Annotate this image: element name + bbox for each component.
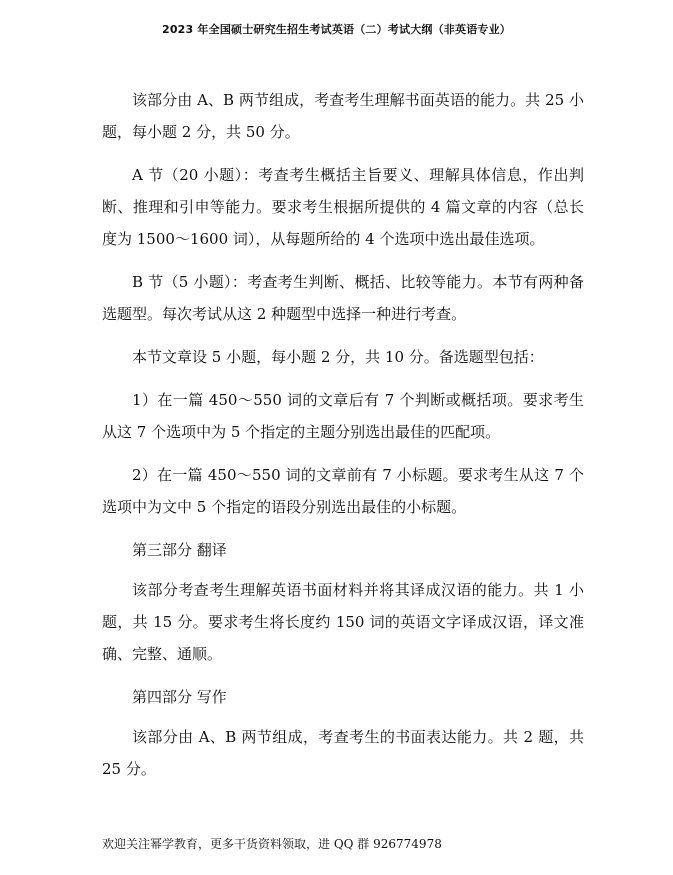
- paragraph-question-type-1: 1）在一篇 450～550 词的文章后有 7 个判断或概括项。要求考生从这 7 个选项中为 5 个指定的主题分别选出最佳的匹配项。: [102, 391, 584, 441]
- paragraph-reading-overview: 该部分由 A、B 两节组成，考查考生理解书面英语的能力。共 25 小题，每小题 2 分，共 50 分。: [102, 91, 584, 141]
- page-footer-promo: 欢迎关注幂学教育，更多干货资料领取，进 QQ 群 926774978: [102, 837, 442, 851]
- paragraph-translation: 该部分考查考生理解英语书面材料并将其译成汉语的能力。共 1 小题，共 15 分。要求考生将长度约 150 词的英语文字译成汉语，译文准确、完整、通顺。: [102, 581, 584, 663]
- paragraph-section-b-scoring: 本节文章设 5 小题，每小题 2 分，共 10 分。备选题型包括：: [132, 348, 544, 366]
- section-heading-writing: 第四部分 写作: [132, 688, 227, 706]
- paragraph-writing: 该部分由 A、B 两节组成，考查考生的书面表达能力。共 2 题，共 25 分。: [102, 728, 584, 778]
- page-header-title: 2023 年全国硕士研究生招生考试英语（二）考试大纲（非英语专业）: [161, 23, 512, 36]
- document-body: [102, 84, 584, 796]
- paragraph-section-a: A 节（20 小题）：考查考生概括主旨要义、理解具体信息，作出判断、推理和引申等能力。要求考生根据所提供的 4 篇文章的内容（总长度为 1500～1600 词），从每题所给的 4 个选项中选出最佳选项。: [102, 166, 584, 248]
- section-heading-translation: 第三部分 翻译: [132, 541, 227, 559]
- paragraph-question-type-2: 2）在一篇 450～550 词的文章前有 7 小标题。要求考生从这 7 个选项中为文中 5 个指定的语段分别选出最佳的小标题。: [102, 466, 584, 516]
- paragraph-section-b: B 节（5 小题）：考查考生判断、概括、比较等能力。本节有两种备选题型。每次考试从这 2 种题型中选择一种进行考查。: [102, 273, 584, 323]
